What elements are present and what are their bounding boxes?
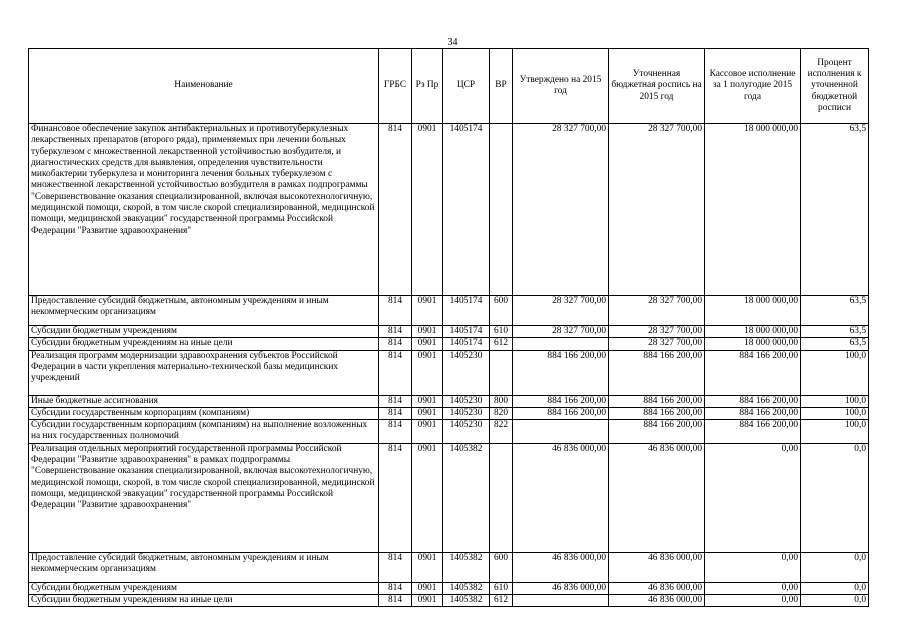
header-row [29,49,869,124]
row-vr: 612 [490,595,513,607]
table-row [29,296,869,326]
row-vr: 600 [490,552,513,582]
row-rzpr: 0901 [412,595,443,607]
row-percent: 63,5 [801,326,869,338]
row-name: Субсидии бюджетным учреждениям [29,326,379,338]
row-refined: 28 327 700,00 [609,296,705,326]
row-name: Субсидии государственным корпорациям (компаниям) [29,407,379,419]
row-rzpr: 0901 [412,124,443,296]
row-refined: 28 327 700,00 [609,124,705,296]
row-grbs: 814 [379,420,412,444]
row-refined: 884 166 200,00 [609,420,705,444]
row-refined: 884 166 200,00 [609,350,705,395]
row-cash: 884 166 200,00 [705,420,801,444]
row-name: Иные бюджетные ассигнования [29,395,379,407]
row-approved: 28 327 700,00 [513,326,609,338]
row-name: Предоставление субсидий бюджетным, автономным учреждениям и иным некоммерческим организациям [29,296,379,326]
row-cash: 0,00 [705,552,801,582]
row-cash: 18 000 000,00 [705,124,801,296]
row-percent: 63,5 [801,338,869,350]
table-row [29,407,869,419]
budget-table [28,48,869,607]
row-approved: 884 166 200,00 [513,350,609,395]
table-row [29,420,869,444]
row-cash: 18 000 000,00 [705,338,801,350]
row-percent: 0,0 [801,595,869,607]
row-name: Субсидии бюджетным учреждениям [29,582,379,594]
row-percent: 0,0 [801,443,869,552]
row-csr: 1405174 [443,326,490,338]
row-refined: 28 327 700,00 [609,326,705,338]
row-vr: 600 [490,296,513,326]
row-grbs: 814 [379,338,412,350]
row-percent: 100,0 [801,350,869,395]
row-name: Реализация отдельных мероприятий государственной программы Российской Федерации "Развитие здравоохранения" в рамках подпрограммы "Совершенствование оказания специализированной, включая высокотехнологичную, медицинской помощи, скорой, в том числе скорой специализированной, медицинской помощи, медицинской эвакуации" государственной программы Российской Федерации "Развитие здравоохранения" [29,443,379,552]
row-rzpr: 0901 [412,407,443,419]
table-body [29,124,869,607]
header-csr: ЦСР [443,49,490,124]
row-name: Субсидии бюджетным учреждениям на иные цели [29,338,379,350]
row-percent: 63,5 [801,296,869,326]
row-cash: 884 166 200,00 [705,407,801,419]
header-grbs: ГРБС [379,49,412,124]
row-approved: 28 327 700,00 [513,296,609,326]
header-refined: Уточненная бюджетная роспись на 2015 год [609,49,705,124]
row-csr: 1405382 [443,552,490,582]
row-vr: 822 [490,420,513,444]
row-name: Реализация программ модернизации здравоохранения субъектов Российской Федерации в части укрепления материально-технической базы медицинских учреждений [29,350,379,395]
row-csr: 1405382 [443,595,490,607]
table-row [29,338,869,350]
row-rzpr: 0901 [412,395,443,407]
row-cash: 18 000 000,00 [705,296,801,326]
row-cash: 0,00 [705,582,801,594]
row-grbs: 814 [379,595,412,607]
row-approved [513,595,609,607]
header-name: Наименование [29,49,379,124]
row-cash: 0,00 [705,595,801,607]
row-csr: 1405230 [443,395,490,407]
row-grbs: 814 [379,407,412,419]
row-csr: 1405230 [443,350,490,395]
row-refined: 884 166 200,00 [609,407,705,419]
row-rzpr: 0901 [412,420,443,444]
table-row [29,552,869,582]
row-grbs: 814 [379,443,412,552]
row-vr: 612 [490,338,513,350]
row-rzpr: 0901 [412,350,443,395]
row-csr: 1405382 [443,582,490,594]
row-refined: 884 166 200,00 [609,395,705,407]
row-cash: 884 166 200,00 [705,350,801,395]
row-refined: 46 836 000,00 [609,582,705,594]
row-percent: 100,0 [801,395,869,407]
page-number: 34 [447,37,458,48]
row-percent: 63,5 [801,124,869,296]
row-approved: 884 166 200,00 [513,395,609,407]
table-row [29,595,869,607]
row-approved: 46 836 000,00 [513,443,609,552]
row-approved: 884 166 200,00 [513,407,609,419]
row-rzpr: 0901 [412,338,443,350]
table-row [29,350,869,395]
row-vr: 800 [490,395,513,407]
row-csr: 1405174 [443,296,490,326]
row-grbs: 814 [379,350,412,395]
row-name: Субсидии бюджетным учреждениям на иные цели [29,595,379,607]
row-name: Предоставление субсидий бюджетным, автономным учреждениям и иным некоммерческим организациям [29,552,379,582]
table-row [29,443,869,552]
table-row [29,124,869,296]
row-cash: 18 000 000,00 [705,326,801,338]
header-vr: ВР [490,49,513,124]
row-percent: 100,0 [801,407,869,419]
row-csr: 1405230 [443,407,490,419]
row-grbs: 814 [379,582,412,594]
row-vr [490,350,513,395]
header-approved: Утверждено на 2015 год [513,49,609,124]
row-csr: 1405230 [443,420,490,444]
row-grbs: 814 [379,552,412,582]
row-refined: 46 836 000,00 [609,443,705,552]
row-grbs: 814 [379,395,412,407]
row-approved [513,338,609,350]
row-refined: 46 836 000,00 [609,595,705,607]
row-refined: 28 327 700,00 [609,338,705,350]
row-vr: 820 [490,407,513,419]
row-name: Субсидии государственным корпорациям (компаниям) на выполнение возложенных на них государственных полномочий [29,420,379,444]
row-grbs: 814 [379,124,412,296]
row-rzpr: 0901 [412,443,443,552]
header-rzpr: Рз Пр [412,49,443,124]
row-rzpr: 0901 [412,552,443,582]
row-percent: 100,0 [801,420,869,444]
row-grbs: 814 [379,326,412,338]
row-cash: 884 166 200,00 [705,395,801,407]
row-vr: 610 [490,326,513,338]
row-percent: 0,0 [801,552,869,582]
row-grbs: 814 [379,296,412,326]
row-refined: 46 836 000,00 [609,552,705,582]
row-approved [513,420,609,444]
row-vr: 610 [490,582,513,594]
header-cash: Кассовое исполнение за 1 полугодие 2015 года [705,49,801,124]
row-percent: 0,0 [801,582,869,594]
table-row [29,395,869,407]
row-vr [490,443,513,552]
table-row [29,326,869,338]
row-approved: 28 327 700,00 [513,124,609,296]
row-vr [490,124,513,296]
row-rzpr: 0901 [412,582,443,594]
row-cash: 0,00 [705,443,801,552]
row-approved: 46 836 000,00 [513,552,609,582]
row-name: Финансовое обеспечение закупок антибактериальных и противотуберкулезных лекарственных препаратов (второго ряда), применяемых при лечении больных туберкулезом с множественной лекарственной устойчивостью возбудителя, и диагностических средств для выявления, определения чувствительности микобактерии туберкулеза и мониторинга лечения больных туберкулезом с множественной лекарственной устойчивостью возбудителя в рамках подпрограммы "Совершенствование оказания специализированной, включая высокотехнологичную, медицинской помощи, скорой, в том числе скорой специализированной, медицинской помощи, медицинской эвакуации" государственной программы Российской Федерации "Развитие здравоохранения" [29,124,379,296]
header-percent: Процент исполнения к уточненной бюджетной росписи [801,49,869,124]
row-approved: 46 836 000,00 [513,582,609,594]
row-rzpr: 0901 [412,326,443,338]
row-rzpr: 0901 [412,296,443,326]
row-csr: 1405174 [443,124,490,296]
row-csr: 1405382 [443,443,490,552]
row-csr: 1405174 [443,338,490,350]
table-row [29,582,869,594]
